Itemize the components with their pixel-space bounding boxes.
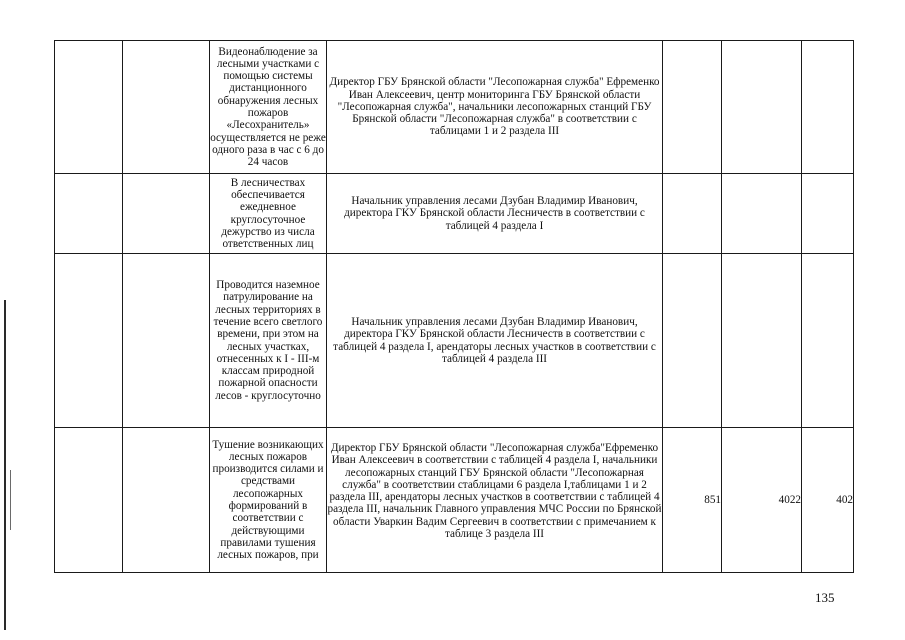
value-cell: 851 — [663, 428, 722, 573]
value-cell: 402 — [802, 428, 854, 573]
table-cell-empty — [55, 174, 123, 254]
table-cell-empty — [123, 254, 210, 428]
value-cell — [802, 174, 854, 254]
responsible-cell: Начальник управления лесами Дзубан Владимир Иванович, директора ГКУ Брянской области Лесничеств в соответствии с таблицей 4 раздела I, арендаторы лесных участков в соответствии с таблицей 4 раздела III — [327, 254, 663, 428]
value-cell — [802, 41, 854, 174]
value-cell: 4022 — [722, 428, 802, 573]
measure-cell: В лесничествах обеспечивается ежедневное круглосуточное дежурство из числа ответственных лиц — [210, 174, 327, 254]
value-cell — [722, 41, 802, 174]
responsible-cell: Директор ГБУ Брянской области "Лесопожарная служба"Ефременко Иван Алексеевич в соответствии с таблицей 4 раздела I, начальники лесопожарных станций ГБУ Брянской области "Лесопожарная служба" в соответствии стаблицами 6 раздела I,таблицами 1 и 2 раздела III, арендаторы лесных участков в соответствии с таблицей 4 раздела III, начальник Главного управления МЧС России по Брянской области Уваркин Вадим Сергеевич в соответствии с примечанием к таблице 3 раздела III — [327, 428, 663, 573]
value-cell — [722, 174, 802, 254]
measure-cell: Видеонаблюдение за лесными участками с помощью системы дистанционного обнаружения лесных пожаров «Лесохранитель» осуществляется не реже одного раза в час с 6 до 24 часов — [210, 41, 327, 174]
value-cell — [663, 174, 722, 254]
value-cell — [663, 41, 722, 174]
table-cell-empty — [123, 428, 210, 573]
value-cell — [663, 254, 722, 428]
table-row — [55, 254, 854, 428]
responsible-cell: Начальник управления лесами Дзубан Владимир Иванович, директора ГКУ Брянской области Лесничеств в соответствии с таблицей 4 раздела I — [327, 174, 663, 254]
table-row — [55, 428, 854, 573]
table-cell-empty — [55, 41, 123, 174]
scan-edge-mark — [4, 300, 6, 630]
value-cell — [722, 254, 802, 428]
table-row — [55, 174, 854, 254]
table-cell-empty — [123, 41, 210, 174]
scan-edge-tick — [10, 470, 11, 530]
table-cell-empty — [55, 254, 123, 428]
measures-table — [54, 40, 854, 573]
measure-cell: Проводится наземное патрулирование на лесных территориях в течение всего светлого времени, при этом на лесных участках, отнесенных к I - III-м классам природной пожарной опасности лесов - круглосуточно — [210, 254, 327, 428]
table-cell-empty — [55, 428, 123, 573]
table-cell-empty — [123, 174, 210, 254]
table-row — [55, 41, 854, 174]
value-cell — [802, 254, 854, 428]
responsible-cell: Директор ГБУ Брянской области "Лесопожарная служба" Ефременко Иван Алексеевич, центр мониторинга ГБУ Брянской области "Лесопожарная служба", начальники лесопожарных станций ГБУ Брянской области "Лесопожарная служба" в соответствии с таблицами 1 и 2 раздела III — [327, 41, 663, 174]
page-number: 135 — [815, 590, 835, 605]
measure-cell: Тушение возникающих лесных пожаров производится силами и средствами лесопожарных формирований в соответствии с действующими правилами тушения лесных пожаров, при — [210, 428, 327, 573]
